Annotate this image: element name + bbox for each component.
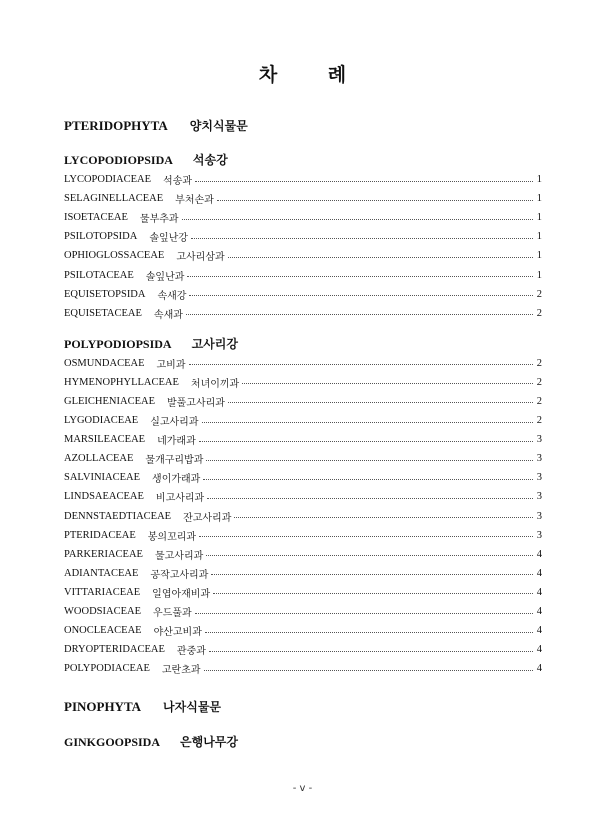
family-name-ko: 물고사리과	[154, 550, 204, 562]
family-name-en: PARKERIACEAE	[64, 548, 143, 560]
page-ref: 1	[536, 231, 542, 243]
page-ref: 4	[536, 586, 542, 598]
page-ref: 1	[536, 250, 542, 262]
toc-entry	[64, 449, 542, 468]
family-name-ko: 속새강	[157, 290, 187, 302]
dot-leader	[228, 256, 533, 258]
family-name-en: LYCOPODIACEAE	[64, 174, 152, 186]
class-name-en: GINKGOOPSIDA	[64, 735, 161, 750]
page-ref: 2	[536, 307, 542, 319]
dot-leader	[186, 313, 533, 315]
family-name-en: PSILOTACEAE	[64, 269, 134, 281]
page-ref: 1	[536, 193, 542, 205]
toc-entry	[64, 621, 542, 640]
family-name-en: OPHIOGLOSSACEAE	[64, 250, 165, 262]
table-of-contents	[64, 116, 542, 752]
family-name-en: SELAGINELLACEAE	[64, 193, 164, 205]
family-name-en: LINDSAEACEAE	[64, 491, 144, 503]
family-name-ko: 야산고비과	[153, 627, 202, 639]
family-name-ko: 속새과	[153, 309, 183, 321]
page-ref: 4	[536, 606, 542, 618]
toc-entry	[64, 526, 542, 545]
class-heading	[64, 732, 542, 752]
family-name-ko: 실고사리과	[150, 417, 199, 429]
dot-leader	[209, 650, 533, 652]
toc-entry	[64, 487, 542, 506]
toc-entry	[64, 468, 542, 487]
family-name-ko: 관중과	[176, 646, 206, 658]
class-heading	[64, 150, 542, 170]
dot-leader	[199, 440, 533, 442]
dot-leader	[213, 592, 533, 594]
class-name-en: LYCOPODIOPSIDA	[64, 153, 173, 167]
phylum-name-ko: 나자식물문	[163, 700, 222, 715]
dot-leader	[195, 180, 533, 182]
family-name-ko: 고란초과	[161, 665, 201, 677]
family-name-ko: 공작고사리과	[150, 569, 209, 581]
family-name-ko: 물개구리밥과	[145, 455, 204, 467]
toc-entry	[64, 640, 542, 659]
family-name-ko: 고사리삼과	[176, 252, 225, 264]
dot-leader	[206, 554, 533, 556]
family-name-ko: 솔잎난과	[145, 271, 185, 283]
dot-leader	[242, 382, 533, 384]
family-name-ko: 우드풀과	[153, 608, 192, 620]
toc-entry	[64, 373, 542, 392]
dot-leader	[187, 275, 533, 277]
toc-entry	[64, 170, 542, 189]
class-name-ko: 고사리강	[191, 336, 238, 351]
page-ref: 2	[536, 395, 542, 407]
phylum-name-en: PTERIDOPHYTA	[64, 118, 168, 133]
family-name-en: ONOCLEACEAE	[64, 625, 142, 637]
family-name-ko: 부처손과	[175, 195, 214, 207]
toc-entry	[64, 659, 542, 678]
toc-entry	[64, 227, 542, 246]
toc-entry	[64, 246, 542, 265]
family-name-en: SALVINIACEAE	[64, 472, 141, 484]
dot-leader	[204, 669, 533, 671]
page-ref: 2	[536, 415, 542, 427]
family-name-ko: 고비과	[156, 359, 186, 371]
family-name-en: ISOETACEAE	[64, 212, 128, 224]
dot-leader	[206, 459, 533, 461]
toc-entry	[64, 208, 542, 227]
class-heading	[64, 334, 542, 354]
entry-list	[64, 170, 542, 323]
dot-leader	[195, 612, 533, 614]
page-ref: 4	[536, 548, 542, 560]
toc-entry	[64, 411, 542, 430]
class-name-ko: 석송강	[192, 153, 228, 167]
dot-leader	[202, 421, 534, 423]
family-name-en: LYGODIACEAE	[64, 415, 139, 427]
page-number: - v -	[292, 783, 313, 794]
dot-leader	[191, 237, 533, 239]
dot-leader	[189, 363, 534, 365]
dot-leader	[217, 199, 533, 201]
family-name-en: MARSILEACEAE	[64, 434, 146, 446]
page-title: 차 례	[258, 64, 369, 86]
toc-entry	[64, 285, 542, 304]
toc-entry	[64, 564, 542, 583]
family-name-en: GLEICHENIACEAE	[64, 395, 155, 407]
family-name-en: DENNSTAEDTIACEAE	[64, 510, 172, 522]
toc-entry	[64, 189, 542, 208]
dot-leader	[205, 631, 533, 633]
toc-entry	[64, 392, 542, 411]
dot-leader	[182, 218, 533, 220]
class-name-en: POLYPODIOPSIDA	[64, 336, 172, 351]
family-name-en: EQUISETOPSIDA	[64, 288, 146, 300]
phylum-name-en: PINOPHYTA	[64, 699, 142, 715]
family-name-en: POLYPODIACEAE	[64, 663, 150, 675]
family-name-en: VITTARIACEAE	[64, 586, 141, 598]
page-ref: 2	[536, 288, 542, 300]
page-ref: 1	[536, 212, 542, 224]
phylum-heading	[64, 697, 542, 717]
family-name-en: PTERIDACEAE	[64, 529, 136, 541]
family-name-ko: 석송과	[163, 176, 193, 188]
family-name-en: AZOLLACEAE	[64, 453, 134, 465]
page-ref: 3	[536, 529, 542, 541]
family-name-ko: 일엽아재비과	[152, 588, 211, 600]
page-ref: 3	[536, 453, 542, 465]
family-name-en: EQUISETACEAE	[64, 307, 142, 319]
family-name-ko: 솔잎난강	[149, 233, 188, 245]
page-ref: 1	[536, 269, 542, 281]
page-ref: 2	[536, 376, 542, 388]
page-ref: 3	[536, 472, 542, 484]
toc-entry	[64, 507, 542, 526]
page-ref: 3	[536, 510, 542, 522]
family-name-en: PSILOTOPSIDA	[64, 231, 138, 243]
dot-leader	[228, 401, 533, 403]
page-ref: 3	[536, 434, 542, 446]
family-name-en: OSMUNDACEAE	[64, 357, 145, 369]
family-name-ko: 잔고사리과	[183, 512, 232, 524]
dot-leader	[211, 573, 533, 575]
toc-entry	[64, 265, 542, 284]
phylum-heading	[64, 116, 542, 136]
dot-leader	[203, 478, 533, 480]
dot-leader	[207, 497, 533, 499]
family-name-ko: 생이가래과	[152, 474, 201, 486]
page-ref: 4	[536, 663, 542, 675]
toc-entry	[64, 430, 542, 449]
dot-leader	[189, 294, 533, 296]
family-name-en: DRYOPTERIDACEAE	[64, 644, 165, 656]
page-ref: 4	[536, 644, 542, 656]
family-name-ko: 발풀고사리과	[166, 397, 225, 409]
phylum-name-ko: 양치식물문	[189, 119, 248, 133]
toc-entry	[64, 602, 542, 621]
family-name-ko: 처녀이끼과	[190, 378, 240, 390]
family-name-ko: 물부추과	[139, 214, 179, 226]
toc-entry	[64, 304, 542, 323]
family-name-ko: 봉의꼬리과	[147, 531, 197, 543]
page-ref: 4	[536, 567, 542, 579]
toc-entry	[64, 583, 542, 602]
entry-list	[64, 354, 542, 679]
toc-entry	[64, 354, 542, 373]
family-name-ko: 비고사리과	[155, 493, 205, 505]
page-ref: 3	[536, 491, 542, 503]
dot-leader	[234, 516, 533, 518]
class-name-ko: 은행나무강	[180, 735, 238, 750]
family-name-en: ADIANTACEAE	[64, 567, 139, 579]
page-ref: 4	[536, 625, 542, 637]
toc-entry	[64, 545, 542, 564]
family-name-ko: 네가래과	[157, 436, 196, 448]
family-name-en: WOODSIACEAE	[64, 606, 141, 618]
dot-leader	[199, 535, 533, 537]
page-ref: 1	[536, 174, 542, 186]
family-name-en: HYMENOPHYLLACEAE	[64, 376, 179, 388]
page-ref: 2	[536, 357, 542, 369]
